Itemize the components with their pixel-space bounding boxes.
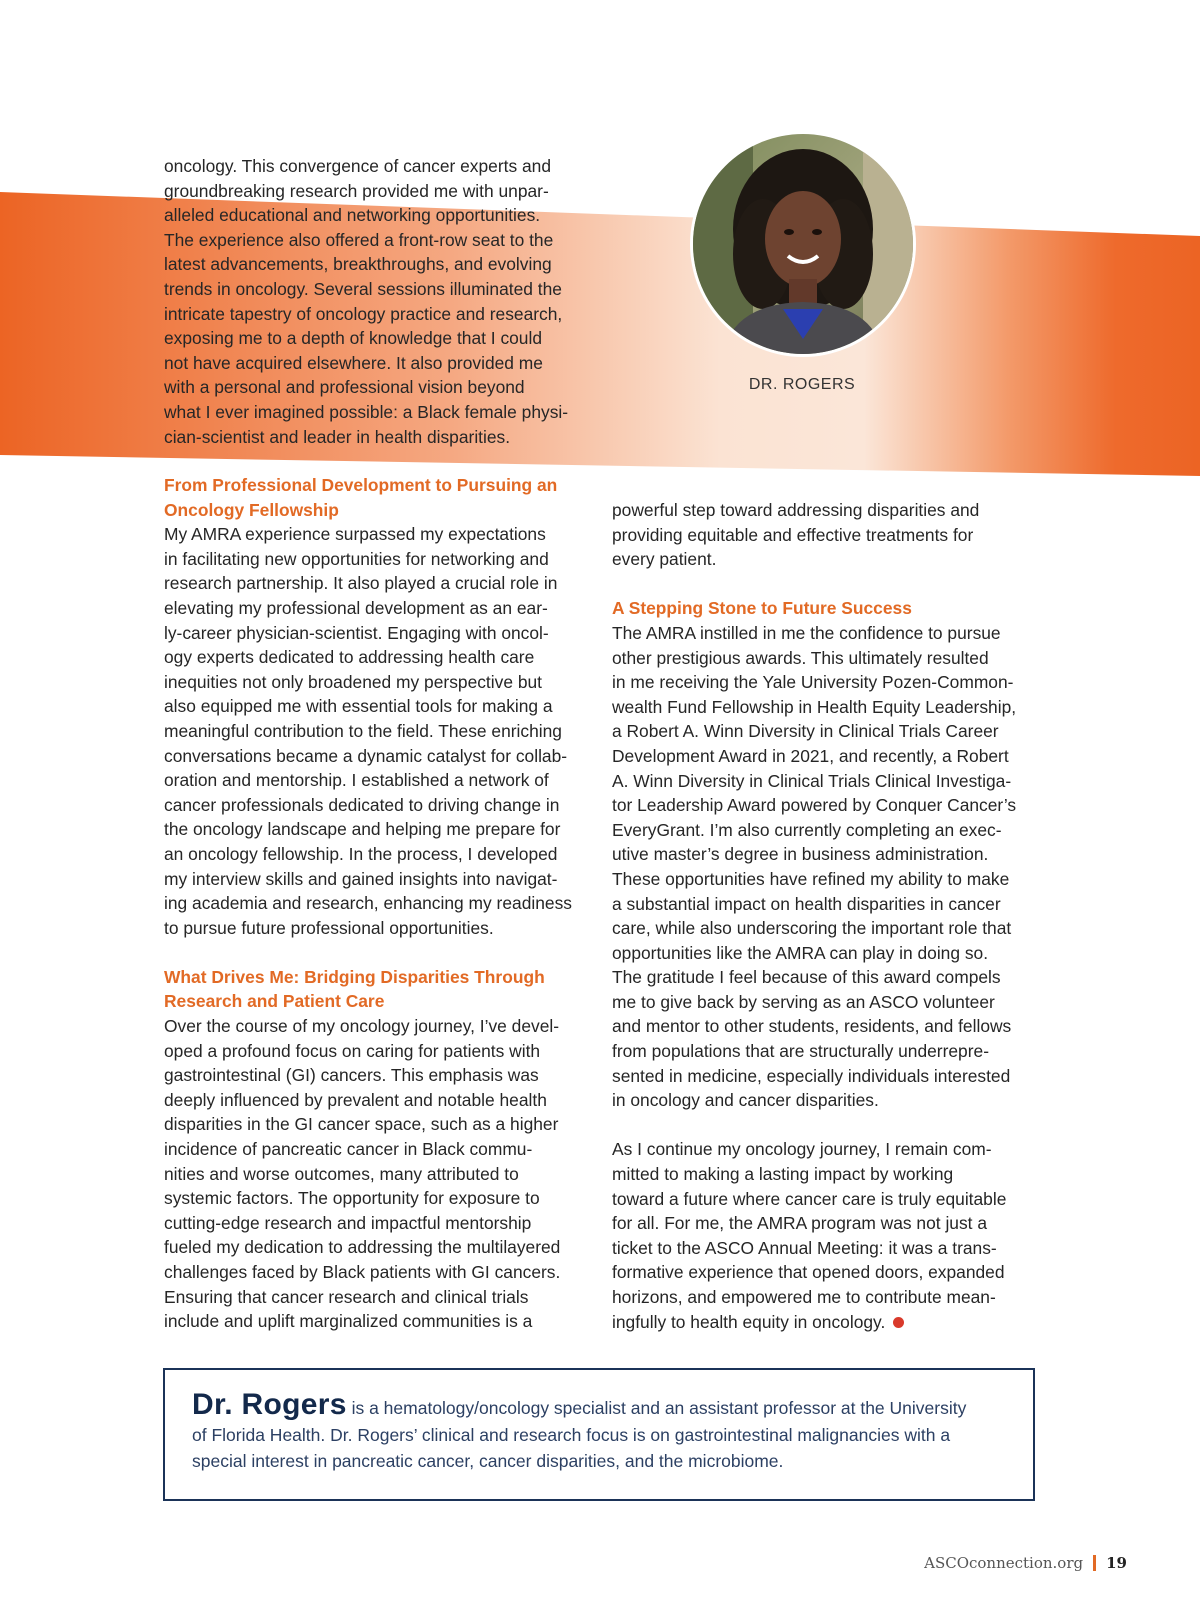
text-line: alleled educational and networking opportunities. — [164, 205, 541, 226]
text-line: meaningful contribution to the field. These enriching — [164, 720, 562, 741]
text-line: utive master’s degree in business administration. — [612, 844, 989, 865]
section-heading: From Professional Development to Pursuing an — [164, 475, 558, 495]
end-of-article-dot-icon — [893, 1317, 904, 1328]
text-line: These opportunities have refined my ability to make — [612, 868, 1010, 889]
text-line: exposing me to a depth of knowledge that I could — [164, 328, 543, 349]
text-line: systemic factors. The opportunity for exposure to — [164, 1188, 540, 1209]
text-line: gastrointestinal (GI) cancers. This emphasis was — [164, 1065, 539, 1086]
author-bio-box — [163, 1368, 1035, 1501]
section-heading: Oncology Fellowship — [164, 499, 339, 520]
text-line: ly-career physician-scientist. Engaging with oncol- — [164, 622, 549, 643]
text-line: ingfully to health equity in oncology. — [612, 1311, 886, 1332]
text-line: formative experience that opened doors, expanded — [612, 1262, 1005, 1283]
text-line: intricate tapestry of oncology practice and research, — [164, 303, 563, 324]
text-line: incidence of pancreatic cancer in Black commu- — [164, 1139, 533, 1160]
section-heading: A Stepping Stone to Future Success — [612, 598, 912, 619]
text-line: with a personal and professional vision beyond — [164, 377, 525, 398]
text-line: tor Leadership Award powered by Conquer Cancer’s — [612, 795, 1017, 816]
text-line: latest advancements, breakthroughs, and evolving — [164, 254, 552, 275]
text-line: conversations became a dynamic catalyst for collab- — [164, 745, 568, 766]
page-number: 19 — [1106, 1554, 1127, 1572]
text-line: me to give back by serving as an ASCO volunteer — [612, 991, 995, 1012]
author-photo-frame — [690, 131, 916, 357]
text-line: and mentor to other students, residents, and fellows — [612, 1016, 1012, 1037]
text-line: an oncology fellowship. In the process, I developed — [164, 843, 558, 864]
text-line: other prestigious awards. This ultimately resulted — [612, 647, 989, 668]
text-line: for all. For me, the AMRA program was not just a — [612, 1213, 988, 1234]
text-line: As I continue my oncology journey, I remain com- — [612, 1139, 992, 1160]
section-heading: What Drives Me: Bridging Disparities Through — [164, 966, 545, 987]
text-line: wealth Fund Fellowship in Health Equity Leadership, — [612, 696, 1017, 717]
text-line: in facilitating new opportunities for networking and — [164, 548, 549, 569]
text-line: sented in medicine, especially individuals interested — [612, 1065, 1011, 1086]
text-line: in oncology and cancer disparities. — [612, 1090, 879, 1111]
text-line: cancer professionals dedicated to driving change in — [164, 794, 560, 815]
text-line: also equipped me with essential tools for making a — [164, 696, 553, 717]
text-line: ticket to the ASCO Annual Meeting: it was a trans- — [612, 1237, 997, 1258]
text-line: care, while also underscoring the important role that — [612, 918, 1012, 939]
text-line: cutting-edge research and impactful mentorship — [164, 1212, 532, 1233]
intro-continuation-column — [164, 154, 594, 449]
page-footer — [924, 1554, 1127, 1572]
text-line: nities and worse outcomes, many attributed to — [164, 1163, 519, 1184]
footer-separator — [1093, 1555, 1096, 1571]
text-line: elevating my professional development as an ear- — [164, 597, 548, 618]
text-line: a Robert A. Winn Diversity in Clinical Trials Career — [612, 721, 999, 742]
portrait-photo — [693, 134, 913, 354]
text-line: disparities in the GI cancer space, such as a higher — [164, 1114, 559, 1135]
text-line: inequities not only broadened my perspective but — [164, 671, 543, 692]
text-line: a substantial impact on health disparities in cancer — [612, 893, 1001, 914]
text-line: providing equitable and effective treatments for — [612, 524, 974, 545]
text-line: research partnership. It also played a crucial role in — [164, 573, 558, 594]
text-line: horizons, and empowered me to contribute mean- — [612, 1287, 996, 1307]
bio-text: of Florida Health. Dr. Rogers’ clinical and research focus is on gastrointestinal malignancies with a — [192, 1424, 951, 1445]
photo-caption: DR. ROGERS — [748, 376, 856, 393]
bio-text: special interest in pancreatic cancer, cancer disparities, and the microbiome. — [192, 1451, 784, 1471]
text-line: groundbreaking research provided me with unpar- — [164, 180, 549, 201]
text-line: from populations that are structurally underrepre- — [612, 1041, 989, 1062]
text-line: opportunities like the AMRA can play in doing so. — [612, 942, 989, 963]
bio-text: is a hematology/oncology specialist and an assistant professor at the University — [346, 1398, 967, 1418]
text-line: oration and mentorship. I established a network of — [164, 770, 549, 791]
text-line: my interview skills and gained insights into navigat- — [164, 868, 558, 889]
bio-author-name: Dr. Rogers — [192, 1388, 347, 1421]
text-line: A. Winn Diversity in Clinical Trials Clinical Investiga- — [612, 770, 1012, 791]
text-line: Ensuring that cancer research and clinical trials — [164, 1286, 529, 1307]
section-heading: Research and Patient Care — [164, 991, 385, 1012]
text-line: Over the course of my oncology journey, I’ve devel- — [164, 1016, 560, 1037]
text-line: not have acquired elsewhere. It also provided me — [164, 352, 543, 373]
text-line: mitted to making a lasting impact by working — [612, 1164, 954, 1185]
text-line: every patient. — [612, 549, 717, 570]
text-line: ing academia and research, enhancing my readiness — [164, 893, 572, 914]
left-column — [164, 473, 596, 1334]
text-line: trends in oncology. Several sessions illuminated the — [164, 278, 562, 299]
text-line: My AMRA experience surpassed my expectations — [164, 524, 546, 545]
text-line: toward a future where cancer care is truly equitable — [612, 1188, 1007, 1209]
text-line: in me receiving the Yale University Pozen-Common- — [612, 672, 1014, 693]
bio-line — [192, 1388, 1006, 1422]
footer-site: ASCOconnection.org — [924, 1554, 1084, 1572]
text-line: The gratitude I feel because of this award compels — [612, 967, 1001, 988]
text-line: The experience also offered a front-row seat to the — [164, 229, 554, 250]
text-line: oncology. This convergence of cancer experts and — [164, 156, 552, 176]
text-line: oped a profound focus on caring for patients with — [164, 1040, 541, 1061]
text-line: the oncology landscape and helping me prepare for — [164, 819, 561, 840]
right-column — [612, 498, 1040, 1334]
text-line: what I ever imagined possible: a Black female physi- — [164, 401, 569, 422]
text-line: ogy experts dedicated to addressing health care — [164, 647, 535, 668]
text-line: Development Award in 2021, and recently, a Robert — [612, 745, 1009, 766]
text-line: fueled my dedication to addressing the multilayered — [164, 1237, 561, 1258]
text-line-final — [612, 1310, 1040, 1335]
text-line: EveryGrant. I’m also currently completing an exec- — [612, 819, 1002, 840]
text-line: challenges faced by Black patients with GI cancers. — [164, 1262, 561, 1282]
text-line: powerful step toward addressing disparities and — [612, 500, 980, 520]
text-line: deeply influenced by prevalent and notable health — [164, 1089, 547, 1110]
text-line: cian-scientist and leader in health disparities. — [164, 426, 511, 447]
text-line: The AMRA instilled in me the confidence to pursue — [612, 622, 1001, 643]
text-line: to pursue future professional opportunities. — [164, 917, 494, 938]
text-line: include and uplift marginalized communities is a — [164, 1311, 533, 1332]
